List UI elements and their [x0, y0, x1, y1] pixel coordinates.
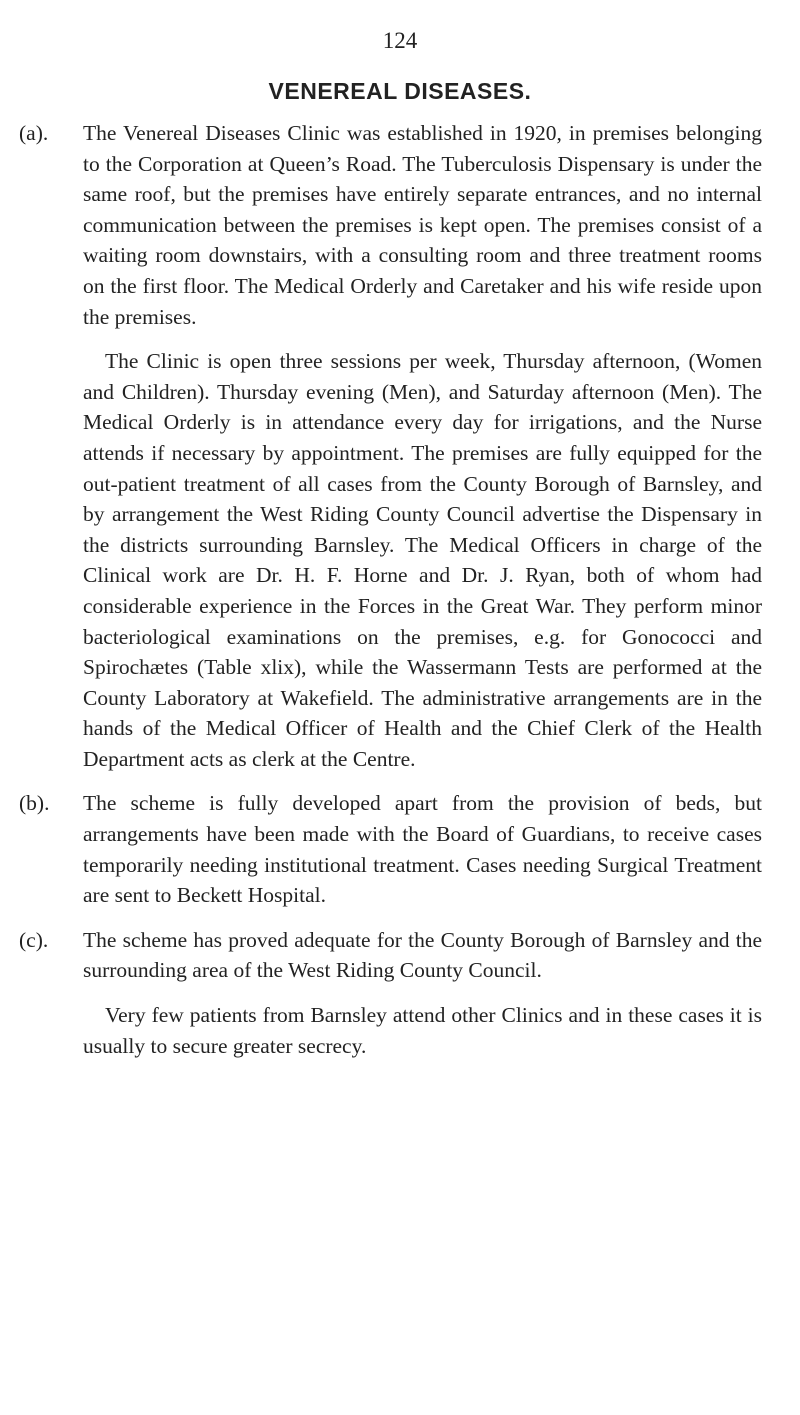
section-b-paragraph-1: The scheme is fully developed apart from the provision of beds, but arrangements have been made with the Board of Guardians, to receive cases temporarily needing institutional treatment. Cases needing Surgical Treatment are sent to Beckett Hospital. — [83, 791, 762, 908]
document-body — [0, 118, 800, 1061]
section-a-paragraph-1: The Venereal Diseases Clinic was established in 1920, in premises belonging to the Corporation at Queen’s Road. The Tuberculosis Dispensary is under the same roof, but the premises have entirely separate entrances, and no internal communication between the premises is kept open. The premises consist of a waiting room downstairs, with a consulting room and three treatment rooms on the first floor. The Medical Orderly and Caretaker and his wife reside upon the premises. — [83, 121, 762, 329]
section-c-paragraph-1: The scheme has proved adequate for the County Borough of Barnsley and the surrounding area of the West Riding County Council. — [83, 927, 762, 983]
section-a — [0, 118, 800, 774]
section-c-label: (c). — [19, 927, 49, 952]
section-c — [0, 925, 800, 1061]
section-b-label: (b). — [19, 791, 50, 816]
section-a-label: (a). — [19, 121, 49, 145]
section-a-paragraph-2: The Clinic is open three sessions per week, Thursday afternoon, (Women and Children). Thursday evening (Men), and Saturday afternoon (Men). The Medical Orderly is in attendance every day for irrigations, and the Nurse attends if necessary by appointment. The premises are fully equipped for the out-patient treatment of all cases from the County Borough of Barnsley, and by arrangement the West Riding County Council advertise the Dispensary in the districts surrounding Barnsley. The Medical Officers in charge of the Clinical work are Dr. H. F. Horne and Dr. J. Ryan, both of whom had considerable experience in the Forces in the Great War. They perform minor bacteriological examinations on the premises, e.g. for Gonococci and Spirochætes (Table xlix), while the Wassermann Tests are performed at the County Laboratory at Wakefield. The administrative arrangements are in the hands of the Medical Officer of Health and the Chief Clerk of the Health Department acts as clerk at the Centre. — [83, 349, 762, 771]
section-b — [0, 788, 800, 910]
page-title: VENEREAL DISEASES. — [268, 78, 532, 104]
section-c-paragraph-2: Very few patients from Barnsley attend other Clinics and in these cases it is usually to secure greater secrecy. — [83, 1003, 762, 1058]
page-number: 124 — [382, 28, 418, 53]
